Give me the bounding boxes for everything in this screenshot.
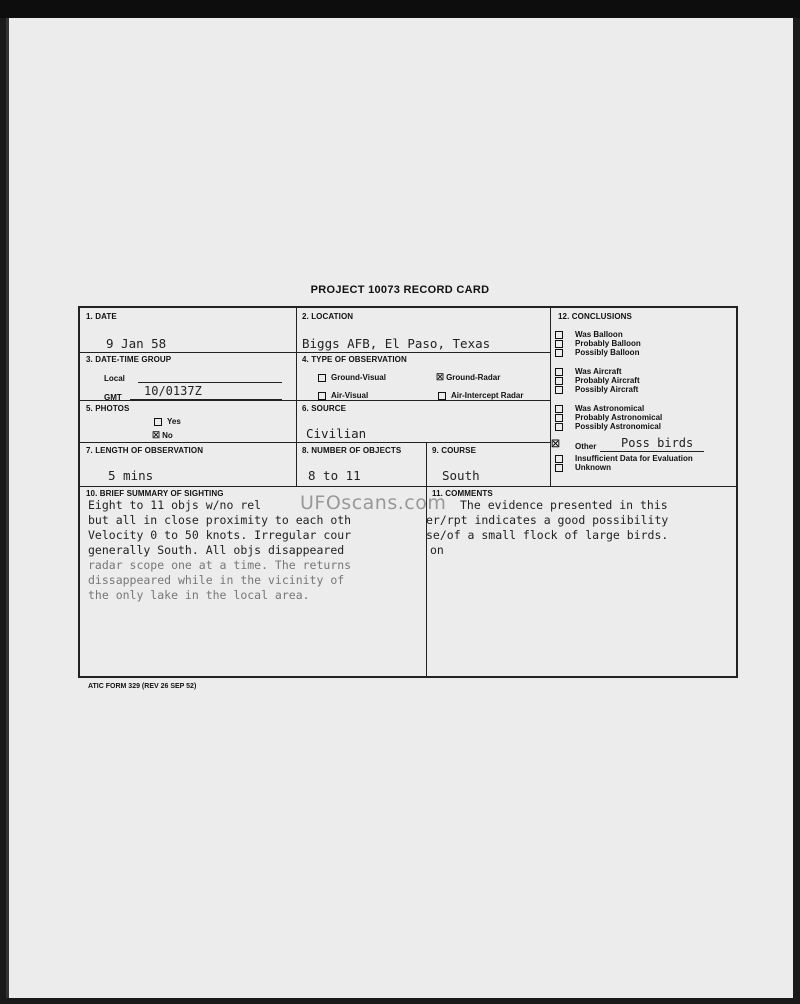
source-value: Civilian xyxy=(306,426,367,441)
option-ground-radar: ☒ Ground-Radar xyxy=(436,372,501,382)
comments-line: on xyxy=(430,543,444,557)
summary-line: dissappeared while in the vicinity of xyxy=(88,573,345,587)
form-id: ATIC FORM 329 (REV 26 SEP 52) xyxy=(88,683,197,690)
checkbox-icon xyxy=(555,464,563,472)
date-value: 9 Jan 58 xyxy=(106,336,167,351)
checkbox-icon xyxy=(318,392,326,400)
location-label: 2. LOCATION xyxy=(302,312,354,321)
checkbox-icon xyxy=(555,423,563,431)
checked-box-icon: ☒ xyxy=(436,372,445,382)
length-label: 7. LENGTH OF OBSERVATION xyxy=(86,446,204,455)
location-value: Biggs AFB, El Paso, Texas xyxy=(302,336,491,351)
divider xyxy=(426,442,427,678)
summary-line: generally South. All objs disappeared xyxy=(88,543,345,557)
checkbox-icon xyxy=(555,455,563,463)
type-obs-label: 4. TYPE OF OBSERVATION xyxy=(302,355,407,364)
gmt-underline xyxy=(130,399,282,400)
divider xyxy=(80,352,550,353)
course-value: South xyxy=(442,468,480,483)
other-underline xyxy=(600,451,704,452)
gmt-label: GMT xyxy=(104,393,122,402)
checkbox-icon xyxy=(555,405,563,413)
option-ground-visual: Ground-Visual xyxy=(318,373,386,382)
dtg-label: 3. DATE-TIME GROUP xyxy=(86,355,172,364)
record-card: 1. DATE 9 Jan 58 2. LOCATION Biggs AFB, El Paso, Texas 3. DATE-TIME GROUP Local GMT 10/0137Z 4. TYPE OF OBSERVATION Ground-Visual ☒ Ground-Radar Air-Visual Air-Intercept Radar 5. PHOTOS Yes ☒ No 6. SOURCE Civilian 7. LENGTH OF OBSERVATION 5 mins 8. NUMBER OF OBJECTS 8 to 11 9. COURSE South 10. BRIEF SUMMARY OF SIGHTING Eight to 11 objs w/no rel but all in close proximity to each oth Velocity 0 to 50 knots. Irregular cour generally South. All objs disappeared radar scope one at a time. The returns dissappeared while in the vicinity of the only lake in the local area. 11. COMMENTS The evidence presented in this er/rpt indicates a good possibility se/of a small flock of large birds. on 12. CONCLUSIONS Was Balloon Probably Balloon Possibly Balloon Was Aircraft Probably Aircraft Possibly Aircraft Was Astronomical Probably Astronomical Possibly Astronomical ☒ Other Poss birds Insufficient Data for Evaluation Unknown xyxy=(78,306,738,678)
summary-label: 10. BRIEF SUMMARY OF SIGHTING xyxy=(86,489,224,498)
photos-yes: Yes xyxy=(154,417,181,426)
photos-label: 5. PHOTOS xyxy=(86,404,130,413)
divider xyxy=(80,400,550,401)
checkbox-icon xyxy=(154,418,162,426)
checkbox-icon xyxy=(555,377,563,385)
checkbox-icon xyxy=(555,349,563,357)
source-label: 6. SOURCE xyxy=(302,404,347,413)
comments-line: The evidence presented in this xyxy=(460,498,668,512)
length-value: 5 mins xyxy=(108,468,154,483)
conclusions-label: 12. CONCLUSIONS xyxy=(558,312,632,321)
card-title: PROJECT 10073 RECORD CARD xyxy=(310,284,490,296)
photos-no: ☒ No xyxy=(152,430,173,440)
checkbox-icon xyxy=(318,374,326,382)
checkbox-icon xyxy=(438,392,446,400)
num-objects-value: 8 to 11 xyxy=(308,468,361,483)
summary-line: Eight to 11 objs w/no rel xyxy=(88,498,262,512)
divider xyxy=(80,486,736,487)
checkbox-icon xyxy=(555,386,563,394)
comments-line: er/rpt indicates a good possibility xyxy=(426,513,669,527)
local-underline xyxy=(138,382,282,383)
option-air-visual: Air-Visual xyxy=(318,391,368,400)
summary-line: Velocity 0 to 50 knots. Irregular cour xyxy=(88,528,352,542)
summary-line: but all in close proximity to each oth xyxy=(88,513,352,527)
divider xyxy=(550,308,551,486)
summary-line: radar scope one at a time. The returns xyxy=(88,558,352,572)
scan-top-edge xyxy=(0,0,800,18)
checkbox-icon xyxy=(555,368,563,376)
checkbox-icon xyxy=(555,414,563,422)
num-objects-label: 8. NUMBER OF OBJECTS xyxy=(302,446,402,455)
comments-label: 11. COMMENTS xyxy=(432,489,493,498)
checked-box-icon: ☒ xyxy=(152,430,161,440)
divider xyxy=(80,442,550,443)
comments-line: se/of a small flock of large birds. xyxy=(426,528,669,542)
checkbox-icon xyxy=(555,331,563,339)
divider xyxy=(296,308,297,486)
course-label: 9. COURSE xyxy=(432,446,477,455)
gmt-value: 10/0137Z xyxy=(144,384,202,398)
summary-line: the only lake in the local area. xyxy=(88,588,310,602)
date-label: 1. DATE xyxy=(86,312,117,321)
watermark: UFOscans.com xyxy=(300,492,447,514)
conclusion-other-value: Poss birds xyxy=(621,436,694,450)
checked-box-icon: ☒ xyxy=(551,439,560,450)
local-label: Local xyxy=(104,374,125,383)
checkbox-icon xyxy=(555,340,563,348)
option-air-intercept-radar: Air-Intercept Radar xyxy=(438,391,523,400)
